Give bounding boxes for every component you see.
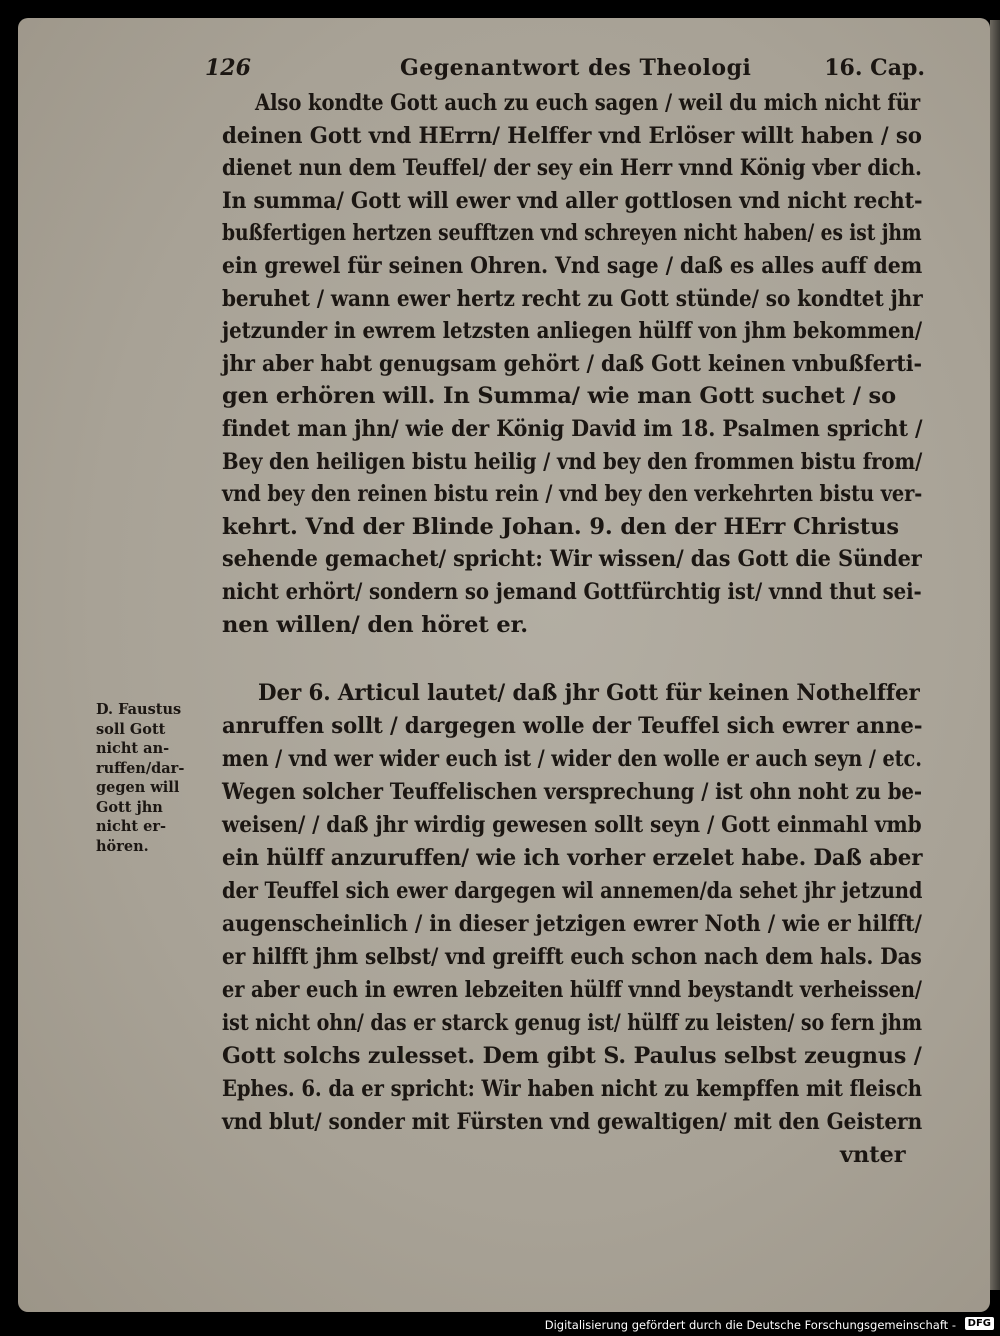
text-line: jetzunder in ewrem letzsten anliegen hülff von jhm bekommen/ (222, 318, 922, 344)
text-line: augenscheinlich / in dieser jetzigen ewrer Noth / wie er hilfft/ (222, 911, 922, 937)
text-line: Gott solchs zulesset. Dem gibt S. Paulus selbst zeugnus / (222, 1043, 922, 1069)
text-line: Wegen solcher Teuffelischen versprechung / ist ohn noht zu be- (222, 779, 923, 805)
footer-text: Digitalisierung gefördert durch die Deutsche Forschungsgemeinschaft - (544, 1318, 956, 1332)
margin-note-line: nicht er- (96, 818, 167, 835)
text-line: er aber euch in ewren lebzeiten hülff vnnd beystandt verheissen/ (222, 977, 922, 1003)
margin-note (96, 700, 208, 856)
margin-note-line: soll Gott (96, 720, 166, 738)
text-line: nen willen/ den höret er. (222, 612, 529, 638)
chapter-label: 16. Cap. (824, 55, 925, 81)
text-line: vnd blut/ sonder mit Fürsten vnd gewaltigen/ mit den Geistern (222, 1109, 923, 1135)
margin-note-line: ruffen/dar- (96, 759, 185, 777)
text-line: vnd bey den reinen bistu rein / vnd bey den verkehrten bistu ver- (222, 481, 923, 507)
text-line: deinen Gott vnd HErrn/ Helffer vnd Erlöser willt haben / so (222, 123, 922, 149)
text-line: anruffen sollt / dargegen wolle der Teuffel sich ewrer anne- (222, 713, 923, 739)
text-line: Bey den heiligen bistu heilig / vnd bey den frommen bistu from/ (222, 449, 923, 475)
text-line: nicht erhört/ sondern so jemand Gottfürchtig ist/ vnnd thut sei- (222, 579, 922, 605)
text-line: der Teuffel sich ewer dargegen wil annemen/da sehet jhr jetzund (222, 878, 923, 904)
page-edge (990, 20, 1000, 1290)
text-line: weisen/ / daß jhr wirdig gewesen sollt seyn / Gott einmahl vmb (222, 812, 922, 838)
text-line: In summa/ Gott will ewer vnd aller gottlosen vnd nicht recht- (222, 188, 923, 214)
text-line: beruhet / wann ewer hertz recht zu Gott stünde/ so kondtet jhr (222, 286, 923, 312)
text-line: er hilfft jhm selbst/ vnd greifft euch schon nach dem hals. Das (222, 944, 922, 970)
margin-note-line: Gott jhn (96, 798, 163, 816)
text-line: ein hülff anzuruffen/ wie ich vorher erzelet habe. Daß aber (222, 845, 923, 871)
margin-note-line: nicht an- (96, 740, 170, 757)
text-line: Ephes. 6. da er spricht: Wir haben nicht zu kempffen mit fleisch (222, 1076, 922, 1102)
margin-note-line: gegen will (96, 779, 180, 796)
margin-note-line: D. Faustus (96, 701, 182, 718)
text-line: bußfertigen hertzen seufftzen vnd schreyen nicht haben/ es ist jhm (222, 220, 922, 246)
text-line: dienet nun dem Teuffel/ der sey ein Herr vnnd König vber dich. (222, 155, 922, 181)
catchword: vnter (840, 1142, 906, 1168)
running-header (205, 55, 925, 89)
text-line: Der 6. Articul lautet/ daß jhr Gott für keinen Nothelffer (258, 680, 920, 706)
text-line: ein grewel für seinen Ohren. Vnd sage / daß es alles auff dem (222, 253, 923, 279)
text-line: jhr aber habt genugsam gehört / daß Gott keinen vnbußferti- (222, 351, 922, 377)
dfg-logo: DFG (965, 1317, 994, 1330)
text-line: sehende gemachet/ spricht: Wir wissen/ das Gott die Sünder (222, 546, 922, 572)
text-line: findet man jhn/ wie der König David im 18. Psalmen spricht / (222, 416, 923, 442)
text-line: kehrt. Vnd der Blinde Johan. 9. den der HErr Christus (222, 514, 899, 540)
running-title: Gegenantwort des Theologi (400, 55, 752, 81)
page-number: 126 (205, 55, 251, 81)
text-line: men / vnd wer wider euch ist / wider den wolle er auch seyn / etc. (222, 746, 922, 772)
text-line: ist nicht ohn/ das er starck genug ist/ hülff zu leisten/ so fern jhm (222, 1010, 922, 1036)
margin-note-line: hören. (96, 837, 149, 855)
text-line: gen erhören will. In Summa/ wie man Gott suchet / so (222, 383, 897, 409)
text-line: Also kondte Gott auch zu euch sagen / weil du mich nicht für (255, 90, 921, 116)
digitization-footer (0, 1312, 1000, 1336)
